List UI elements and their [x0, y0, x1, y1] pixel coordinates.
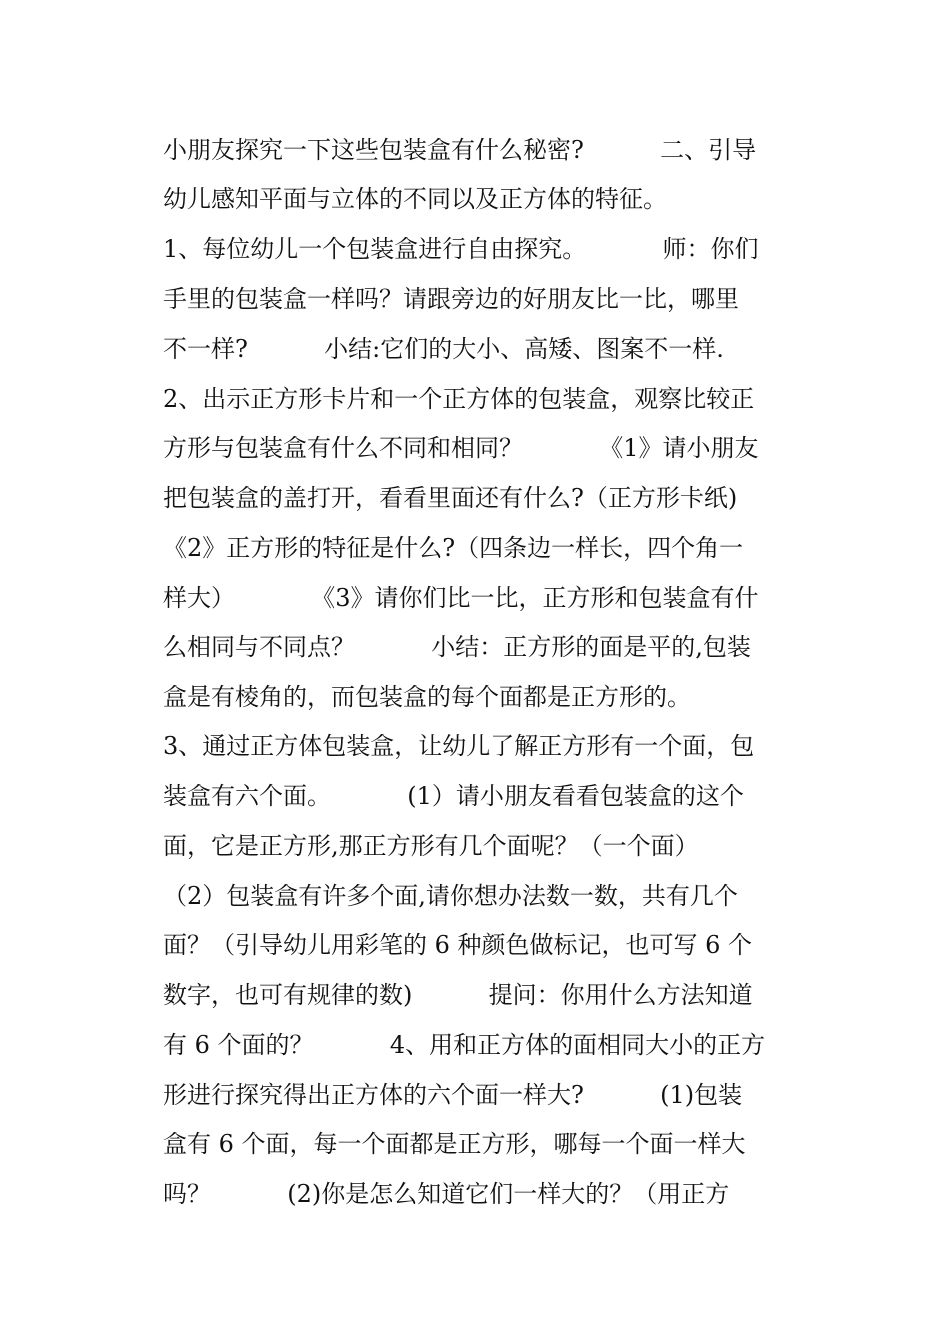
- text-line: 手里的包装盒一样吗？请跟旁边的好朋友比一比，哪里: [163, 285, 739, 313]
- text-line: 装盒有六个面。 (1）请小朋友看看包装盒的这个: [163, 782, 744, 810]
- text-line: 吗？ (2)你是怎么知道它们一样大的？（用正方: [163, 1180, 730, 1208]
- text-line: 盒是有棱角的，而包装盒的每个面都是正方形的。: [163, 683, 691, 711]
- text-line: 面？（引导幼儿用彩笔的 6 种颜色做标记，也可写 6 个: [163, 931, 753, 959]
- text-line: 幼儿感知平面与立体的不同以及正方体的特征。: [163, 185, 667, 213]
- text-line: 方形与包装盒有什么不同和相同？ 《1》请小朋友: [163, 434, 759, 462]
- text-line: 有 6 个面的？ 4、用和正方体的面相同大小的正方: [163, 1031, 766, 1059]
- text-line: 1、每位幼儿一个包装盒进行自由探究。 师：你们: [163, 235, 759, 263]
- text-line: 不一样? 小结:它们的大小、高矮、图案不一样.: [163, 335, 724, 363]
- text-line: 把包装盒的盖打开，看看里面还有什么?（正方形卡纸): [163, 484, 738, 512]
- text-line: 2、出示正方形卡片和一个正方体的包装盒，观察比较正: [163, 385, 755, 413]
- text-line: 面，它是正方形,那正方形有几个面呢？（一个面）: [163, 832, 699, 860]
- text-line: 么相同与不同点？ 小结：正方形的面是平的,包装: [163, 633, 751, 661]
- text-line: 形进行探究得出正方体的六个面一样大? (1)包装: [163, 1081, 743, 1109]
- text-line: （2）包装盒有许多个面,请你想办法数一数，共有几个: [163, 882, 738, 910]
- text-line: 样大） 《3》请你们比一比，正方形和包装盒有什: [163, 584, 759, 612]
- text-line: 数字，也可有规律的数) 提问：你用什么方法知道: [163, 981, 753, 1009]
- text-line: 《2》正方形的特征是什么?（四条边一样长，四个角一: [163, 534, 744, 562]
- text-line: 小朋友探究一下这些包装盒有什么秘密? 二、引导: [163, 136, 757, 164]
- text-line: 3、通过正方体包装盒，让幼儿了解正方形有一个面，包: [163, 732, 755, 760]
- text-line: 盒有 6 个面，每一个面都是正方形，哪每一个面一样大: [163, 1130, 746, 1158]
